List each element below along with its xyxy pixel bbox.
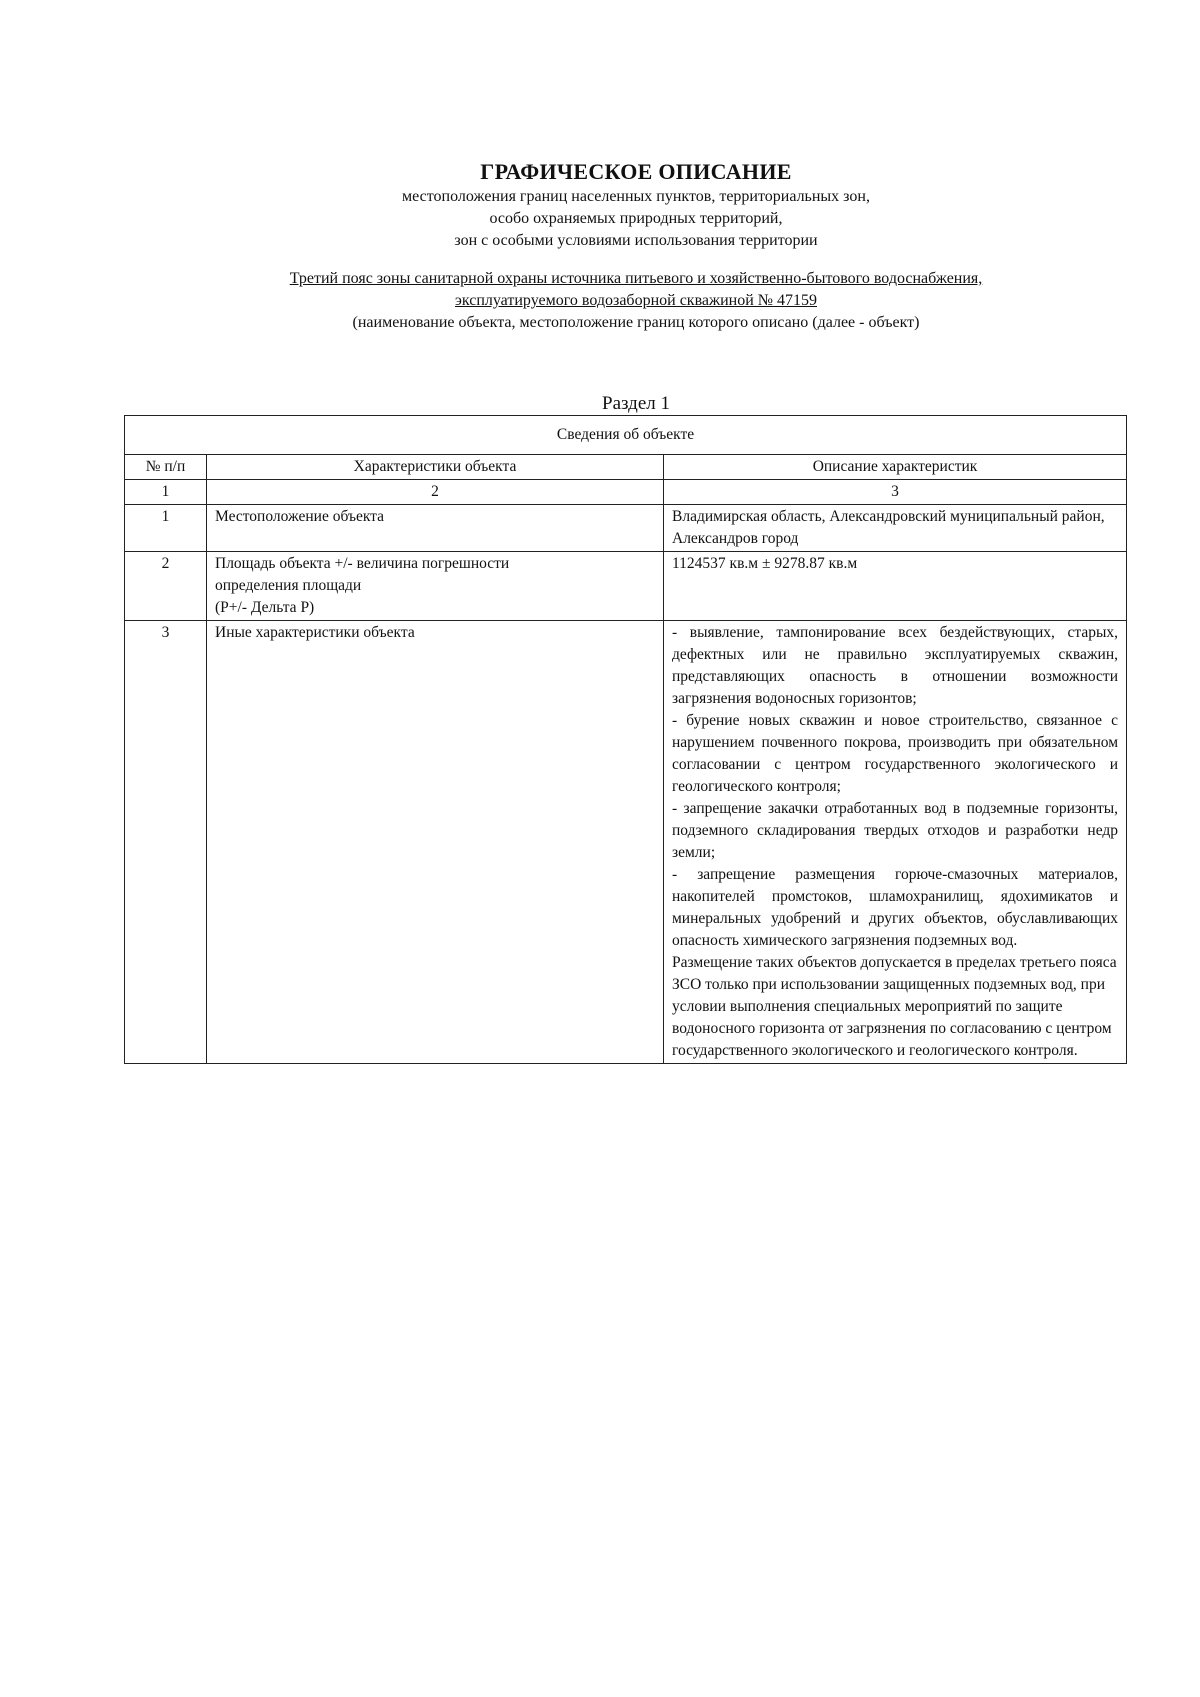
- row-description: 1124537 кв.м ± 9278.87 кв.м: [664, 552, 1127, 621]
- object-name-line-2: эксплуатируемого водозаборной скважиной № 47159: [454, 292, 818, 309]
- table-row: [125, 505, 1127, 552]
- table-header-row: [125, 455, 1127, 480]
- description-paragraph: - запрещение размещения горюче-смазочных материалов, накопителей промстоков, шламохранилищ, ядохимикатов и минеральных удобрений и других объектов, обуславливающих опасность химического загрязнения подземных вод.: [672, 866, 1119, 949]
- table-row: [125, 621, 1127, 1064]
- object-info-table: [124, 415, 1127, 1064]
- description-paragraph: - выявление, тампонирование всех бездействующих, старых, дефектных или не правильно эксплуатируемых скважин, представляющих опасность в отношении возможности загрязнения водоносных горизонтов;: [672, 624, 1119, 707]
- column-number-row: [125, 480, 1127, 505]
- section-label: Раздел 1: [602, 393, 670, 414]
- subtitle-line-3: зон с особыми условиями использования территории: [454, 232, 818, 249]
- description-paragraph: Размещение таких объектов допускается в пределах третьего пояса ЗСО только при использовании защищенных подземных вод, при условии выполнения специальных мероприятий по защите водоносного горизонта от загрязнения по согласованию с центром государственного экологического и геологического контроля.: [672, 954, 1117, 1059]
- description-paragraph: - запрещение закачки отработанных вод в подземные горизонты, подземного складирования твердых отходов и разработки недр земли;: [672, 800, 1119, 861]
- table-caption: Сведения об объекте: [125, 416, 1127, 455]
- object-block: [0, 268, 1200, 334]
- header-description: Описание характеристик: [664, 455, 1127, 480]
- characteristic-line: Площадь объекта +/- величина погрешности: [215, 555, 510, 572]
- document-title: ГРАФИЧЕСКОЕ ОПИСАНИЕ: [480, 159, 792, 184]
- column-number-2: 2: [207, 480, 664, 505]
- document-header: [0, 158, 1200, 252]
- row-number: 2: [125, 552, 207, 621]
- header-number: № п/п: [125, 455, 207, 480]
- column-number-3: 3: [664, 480, 1127, 505]
- row-characteristic: [207, 552, 664, 621]
- header-characteristic: Характеристики объекта: [207, 455, 664, 480]
- row-number: 3: [125, 621, 207, 1064]
- table-row: [125, 552, 1127, 621]
- description-paragraph: - бурение новых скважин и новое строительство, связанное с нарушением почвенного покрова, производить при обязательном согласовании с центром государственного экологического и геологического контроля;: [672, 712, 1119, 795]
- row-description: [664, 621, 1127, 1064]
- subtitle-line-2: особо охраняемых природных территорий,: [489, 210, 783, 227]
- row-description: Владимирская область, Александровский муниципальный район, Александров город: [664, 505, 1127, 552]
- characteristic-line: (P+/- Дельта P): [215, 599, 315, 616]
- row-characteristic: Иные характеристики объекта: [207, 621, 664, 1064]
- row-number: 1: [125, 505, 207, 552]
- row-characteristic: Местоположение объекта: [207, 505, 664, 552]
- object-name-line-1: Третий пояс зоны санитарной охраны источника питьевого и хозяйственно-бытового водоснабжения,: [289, 270, 983, 287]
- column-number-1: 1: [125, 480, 207, 505]
- characteristic-line: определения площади: [215, 577, 362, 594]
- object-note: (наименование объекта, местоположение границ которого описано (далее - объект): [352, 314, 920, 331]
- subtitle-line-1: местоположения границ населенных пунктов, территориальных зон,: [402, 188, 870, 205]
